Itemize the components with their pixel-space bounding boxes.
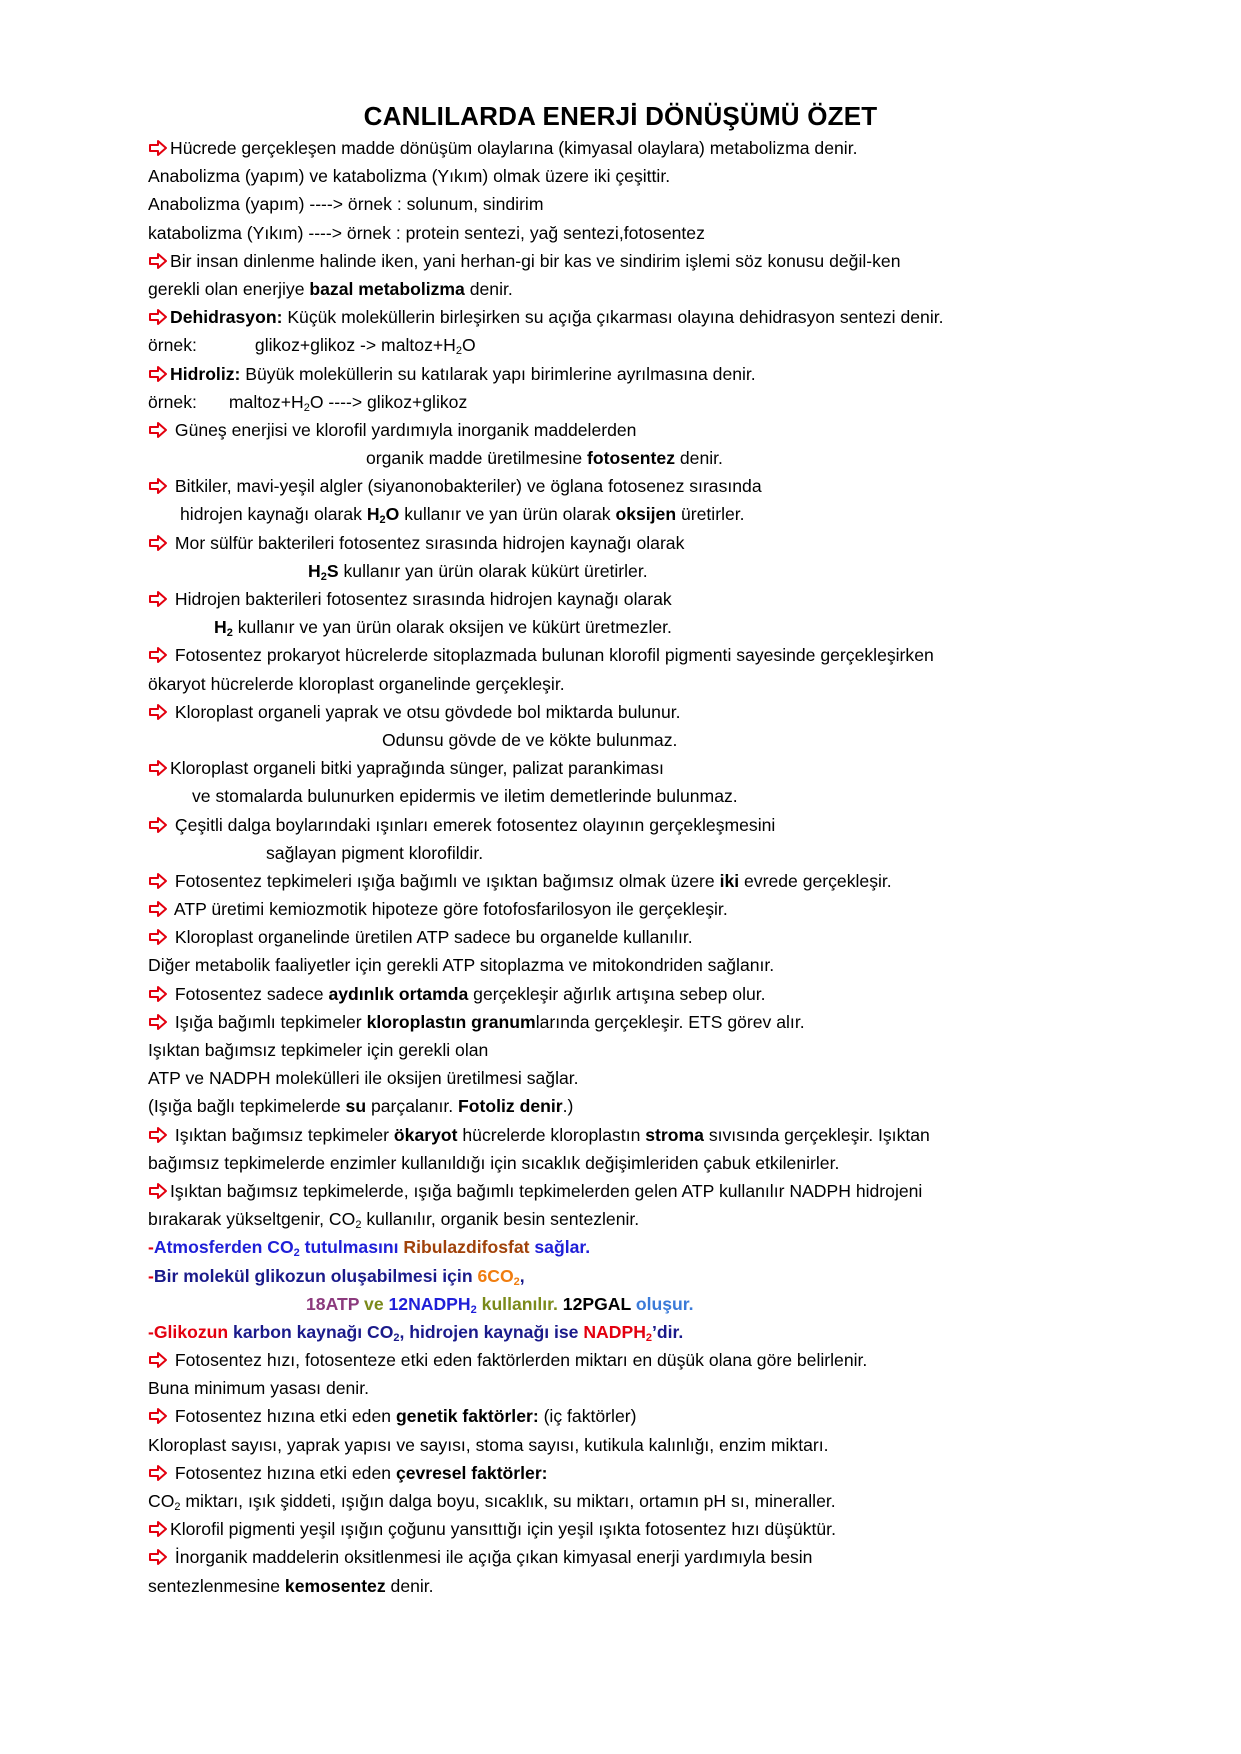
bold-term: oksijen (615, 504, 677, 525)
text: Anabolizma (yapım) ----> örnek : solunum, sindirim (148, 194, 544, 215)
text-line (148, 247, 1208, 275)
bold-term: Dehidrasyon: (170, 307, 283, 328)
text-line (148, 388, 1208, 416)
text: Kloroplast sayısı, yaprak yapısı ve sayısı, stoma sayısı, kutikula kalınlığı, enzim miktarı. (148, 1434, 829, 1455)
text: glikoz+glikoz -> maltoz+H (254, 335, 456, 356)
text-line (148, 1008, 1208, 1036)
text-line (148, 331, 1208, 359)
bold-term: ökaryot (393, 1124, 458, 1145)
text-line (148, 698, 1208, 726)
arrow-right-icon (148, 646, 168, 664)
highlight-blue: Atmosferden CO (153, 1237, 294, 1258)
arrow-right-icon (148, 703, 168, 721)
text-line (148, 1318, 1208, 1346)
arrow-right-icon (148, 1013, 168, 1031)
text-line (148, 275, 1208, 303)
highlight-red: -Glikozun (148, 1321, 229, 1342)
subscript: 2 (379, 514, 386, 527)
text: Diğer metabolik faaliyetler için gerekli ATP sitoplazma ve mitokondriden sağlanır. (148, 955, 775, 976)
text: Hidrojen bakterileri fotosentez sırasında hidrojen kaynağı olarak (174, 589, 672, 609)
bold-term: kloroplastın granum (366, 1011, 536, 1032)
arrow-right-icon (148, 816, 168, 834)
subscript: 2 (470, 1303, 477, 1316)
highlight-navy: karbon kaynağı CO (228, 1321, 394, 1342)
text-line (148, 1262, 1208, 1290)
text-line (148, 134, 1208, 162)
text: Odunsu gövde de ve kökte bulunmaz. (382, 729, 678, 750)
text-line (148, 1374, 1208, 1402)
text: .) (562, 1096, 574, 1117)
arrow-right-icon (148, 872, 168, 890)
text-line (148, 1431, 1208, 1459)
text: parçalanır. (366, 1096, 459, 1117)
highlight-light-blue: oluşur. (630, 1293, 694, 1314)
bold-term: iki (719, 870, 740, 891)
text-line (148, 923, 1208, 951)
text: ATP üretimi kemiozmotik hipoteze göre fotofosfarilosyon ile gerçekleşir. (173, 899, 728, 920)
text-line (148, 162, 1208, 190)
bold-term: S (326, 560, 339, 581)
text-line (148, 895, 1208, 923)
text: hidrojen kaynağı olarak (180, 504, 367, 525)
text: denir. (385, 1575, 434, 1596)
text: Fotosentez prokaryot hücrelerde sitoplazmada bulunan klorofil pigmenti sayesinde gerçekleşirken (174, 645, 934, 666)
highlight-orange: 6CO (477, 1265, 514, 1286)
arrow-right-icon (148, 1520, 168, 1538)
text: katabolizma (Yıkım) ----> örnek : protein sentezi, yağ sentezi,fotosentez (148, 222, 705, 243)
text-line (148, 782, 1208, 810)
arrow-right-icon (148, 534, 168, 552)
subscript: 2 (293, 1247, 300, 1260)
text-line (148, 867, 1208, 895)
highlight-blue: sağlar. (529, 1237, 591, 1258)
text-line (148, 754, 1208, 782)
arrow-right-icon (148, 139, 168, 157)
text: denir. (674, 448, 723, 469)
text-line (148, 500, 1208, 528)
text-line (148, 529, 1208, 557)
text: miktarı, ışık şiddeti, ışığın dalga boyu, sıcaklık, su miktarı, ortamın pH sı, mineraller. (180, 1491, 836, 1511)
subscript: 2 (393, 1331, 400, 1344)
text-line (148, 1290, 1208, 1318)
highlight-navy: ’dir. (652, 1321, 684, 1342)
text-line (148, 613, 1208, 641)
bold-term: stroma (645, 1124, 704, 1145)
document-body (148, 134, 1208, 1600)
text: Işıktan bağımsız tepkimeler (174, 1124, 394, 1145)
text: Klorofil pigmenti yeşil ışığın çoğunu yansıttığı için yeşil ışıkta fotosentez hızı düşüktür. (170, 1519, 836, 1540)
text: (iç faktörler) (538, 1406, 637, 1427)
text-line (148, 1572, 1208, 1600)
arrow-right-icon (148, 421, 168, 439)
text: Işıktan bağımsız tepkimelerde, ışığa bağımlı tepkimelerden gelen ATP kullanılır NADPH hidrojeni (170, 1180, 923, 1201)
subscript: 2 (320, 570, 327, 583)
text: Fotosentez hızı, fotosenteze etki eden faktörlerden miktarı en düşük olana göre belirlenir. (174, 1350, 868, 1371)
text: larında gerçekleşir. ETS görev alır. (535, 1011, 805, 1032)
text-line (148, 1487, 1208, 1515)
text-line (148, 1149, 1208, 1177)
text: Kloroplast organeli bitki yaprağında sünger, palizat parankiması (170, 758, 664, 779)
text: Kloroplast organeli yaprak ve otsu gövdede bol miktarda bulunur. (174, 701, 681, 722)
text: İnorganik maddelerin oksitlenmesi ile açığa çıkan kimyasal enerji yardımıyla besin (174, 1547, 813, 1568)
highlight-navy: , (519, 1265, 525, 1286)
bold-term: genetik faktörler: (395, 1406, 539, 1427)
text-line (148, 1459, 1208, 1487)
highlight-olive: kullanılır. (476, 1293, 558, 1314)
text: organik madde üretilmesine (366, 448, 588, 469)
arrow-right-icon (148, 590, 168, 608)
highlight-olive: ve (359, 1293, 389, 1314)
text: Bir insan dinlenme halinde iken, yani herhan-gi bir kas ve sindirim işlemi söz konusu değil-ken (170, 250, 901, 271)
text: Kloroplast organelinde üretilen ATP sadece bu organelde kullanılır. (174, 927, 693, 948)
subscript: 2 (174, 1501, 181, 1513)
text: Çeşitli dalga boylarındaki ışınları emerek fotosentez olayının gerçekleşmesini (174, 814, 776, 835)
text-line (148, 1346, 1208, 1374)
highlight-red: NADPH (583, 1321, 646, 1342)
text: sıvısında gerçekleşir. Işıktan (703, 1124, 930, 1145)
text-line (148, 557, 1208, 585)
arrow-right-icon (148, 1126, 168, 1144)
text-line (148, 1515, 1208, 1543)
text-line (148, 219, 1208, 247)
text: Fotosentez hızına etki eden (174, 1406, 396, 1427)
arrow-right-icon (148, 1182, 168, 1200)
bold-term: çevresel faktörler: (395, 1462, 548, 1483)
arrow-right-icon (148, 252, 168, 270)
highlight-blue: 12NADPH (388, 1293, 471, 1314)
arrow-right-icon (148, 1351, 168, 1369)
text-line (148, 980, 1208, 1008)
text: denir. (464, 278, 513, 299)
text: Mor sülfür bakterileri fotosentez sırasında hidrojen kaynağı olarak (174, 532, 685, 553)
text: ATP ve NADPH molekülleri ile oksijen üretilmesi sağlar. (148, 1068, 579, 1089)
bold-term: H (308, 560, 321, 581)
bold-term: su (345, 1096, 367, 1117)
text: ve stomalarda bulunurken epidermis ve iletim demetlerinde bulunmaz. (192, 786, 738, 807)
arrow-right-icon (148, 759, 168, 777)
arrow-right-icon (148, 985, 168, 1003)
highlight-blue: tutulmasını (299, 1237, 404, 1258)
text: Buna minimum yasası denir. (148, 1378, 369, 1399)
text: Bitkiler, mavi-yeşil algler (siyanonobakteriler) ve öglana fotosenez sırasında (174, 476, 762, 497)
text: 12PGAL (557, 1293, 631, 1314)
highlight-navy: Bir molekül glikozun oluşabilmesi için (153, 1265, 478, 1286)
bold-term: O (385, 504, 400, 525)
text: bırakarak yükseltgenir, CO (148, 1209, 356, 1230)
text: gerekli olan enerjiye (148, 278, 310, 299)
subscript: 2 (355, 1219, 362, 1232)
text: Fotosentez sadece (174, 983, 329, 1004)
text-line (148, 1543, 1208, 1571)
text-line (148, 1036, 1208, 1064)
text: kullanır yan ürün olarak kükürt üretirler. (338, 560, 648, 581)
bold-term: aydınlık ortamda (328, 983, 469, 1004)
text-line (148, 585, 1208, 613)
text-line (148, 360, 1208, 388)
text: örnek: (148, 335, 197, 356)
text: kullanır ve yan ürün olarak oksijen ve kükürt üretmezler. (232, 617, 672, 638)
page-title: CANLILARDA ENERJİ DÖNÜŞÜMÜ ÖZET (363, 101, 878, 131)
text-line (148, 472, 1208, 500)
highlight-navy: , hidrojen kaynağı ise (399, 1321, 584, 1342)
arrow-right-icon (148, 928, 168, 946)
text: Işığa bağımlı tepkimeler (174, 1011, 367, 1032)
arrow-right-icon (148, 1407, 168, 1425)
text-line (148, 726, 1208, 754)
subscript: 2 (645, 1331, 653, 1344)
text: evrede gerçekleşir. (739, 870, 892, 891)
text: örnek: (148, 391, 197, 412)
subscript: 2 (303, 401, 310, 414)
text: Fotosentez hızına etki eden (174, 1462, 396, 1483)
text-line (148, 1402, 1208, 1430)
text: bağımsız tepkimelerde enzimler kullanıldığı için sıcaklık değişimleriden çabuk etkilenirler. (148, 1152, 840, 1173)
text-line (148, 811, 1208, 839)
text: sağlayan pigment klorofildir. (266, 842, 484, 863)
text-line (148, 1205, 1208, 1233)
text: - (148, 1237, 154, 1258)
bold-term: bazal metabolizma (309, 278, 465, 299)
text-line (148, 1092, 1208, 1120)
bold-term: H (214, 617, 227, 638)
text-line (148, 190, 1208, 218)
arrow-right-icon (148, 1548, 168, 1566)
subscript: 2 (513, 1275, 520, 1288)
text: Anabolizma (yapım) ve katabolizma (Yıkım) olmak üzere iki çeşittir. (148, 166, 671, 187)
text: hücrelerde kloroplastın (457, 1124, 646, 1145)
text-line (148, 1177, 1208, 1205)
text-line (148, 1233, 1208, 1261)
bold-term: Fotoliz denir (458, 1096, 563, 1117)
text: kullanır ve yan ürün olarak (399, 504, 616, 525)
text-line (148, 1064, 1208, 1092)
text: O ----> glikoz+glikoz (309, 391, 468, 412)
highlight-brown: Ribulazdifosfat (403, 1237, 530, 1258)
text: sentezlenmesine (148, 1575, 285, 1596)
text: Fotosentez tepkimeleri ışığa bağımlı ve ışıktan bağımsız olmak üzere (174, 870, 720, 891)
bold-term: fotosentez (587, 448, 675, 469)
text: gerçekleşir ağırlık artışına sebep olur. (468, 983, 766, 1004)
highlight-purple: 18ATP (306, 1293, 360, 1314)
arrow-right-icon (148, 477, 168, 495)
arrow-right-icon (148, 308, 168, 326)
text-line (148, 951, 1208, 979)
text-line (148, 641, 1208, 669)
text-line (148, 416, 1208, 444)
text: Güneş enerjisi ve klorofil yardımıyla inorganik maddelerden (174, 419, 637, 440)
arrow-right-icon (148, 1464, 168, 1482)
text: Büyük moleküllerin su katılarak yapı birimlerine ayrılmasına denir. (240, 363, 756, 384)
text-line (148, 670, 1208, 698)
text-line (148, 839, 1208, 867)
arrow-right-icon (148, 900, 168, 918)
text: Küçük moleküllerin birleşirken su açığa çıkarması olayına dehidrasyon sentezi denir. (282, 307, 944, 328)
text: - (148, 1265, 154, 1286)
bold-term: Hidroliz: (170, 363, 241, 384)
text-line (148, 444, 1208, 472)
text: CO (148, 1491, 175, 1511)
text-line (148, 303, 1208, 331)
bold-term: H (366, 504, 380, 525)
text: Işıktan bağımsız tepkimeler için gerekli olan (148, 1040, 489, 1060)
text: Hücrede gerçekleşen madde dönüşüm olaylarına (kimyasal olaylara) metabolizma denir. (170, 138, 858, 158)
text: üretirler. (676, 504, 745, 525)
bold-term: kemosentez (284, 1575, 386, 1596)
text-line (148, 1121, 1208, 1149)
arrow-right-icon (148, 365, 168, 383)
subscript: 2 (455, 345, 462, 358)
text: ökaryot hücrelerde kloroplast organelinde gerçekleşir. (148, 673, 565, 694)
text: O (461, 335, 476, 356)
text: maltoz+H (228, 391, 304, 412)
subscript: 2 (226, 627, 233, 640)
text: (Işığa bağlı tepkimelerde (148, 1096, 346, 1117)
text: kullanılır, organik besin sentezlenir. (361, 1209, 640, 1230)
